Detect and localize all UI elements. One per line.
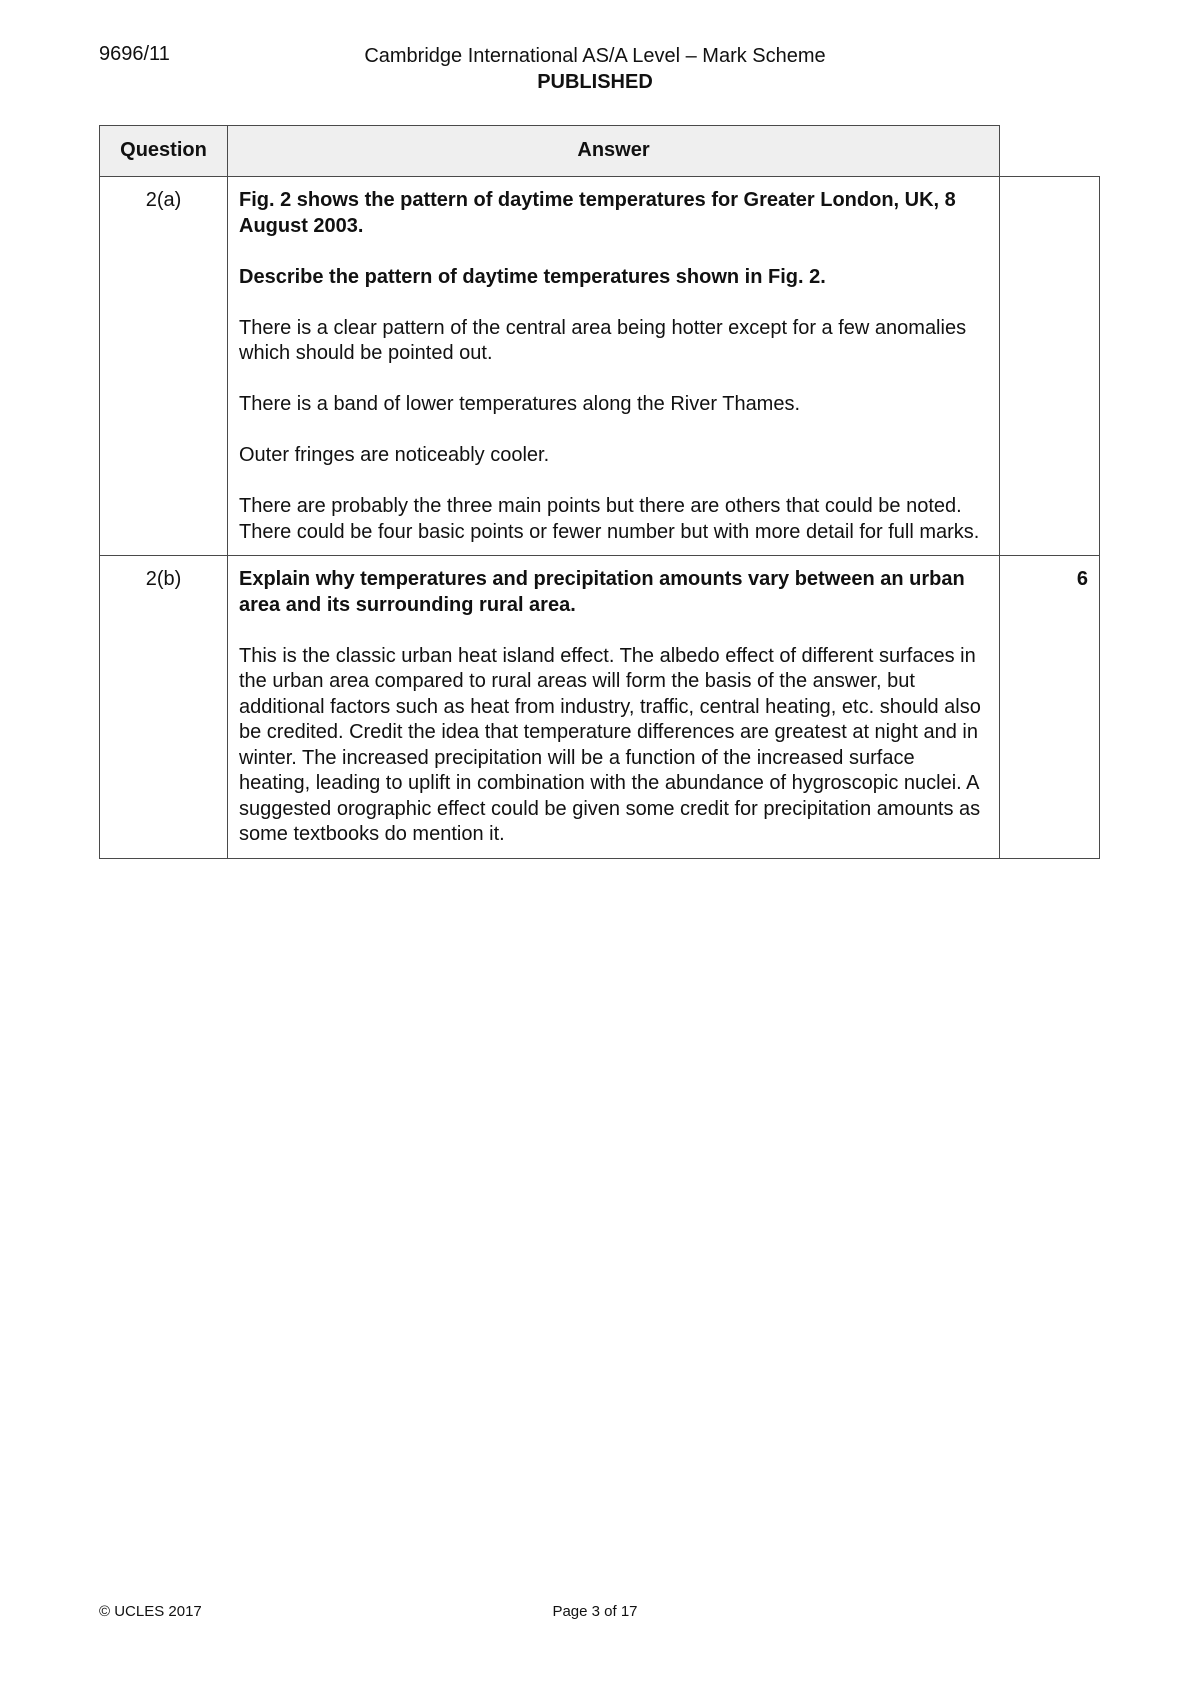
column-header-question: Question	[100, 126, 228, 177]
answer-paragraph: There is a band of lower temperatures along the River Thames.	[239, 393, 801, 415]
answer-cell	[228, 556, 1000, 859]
marks-cell: 6	[1000, 556, 1100, 859]
document-subtitle: PUBLISHED	[537, 71, 653, 93]
question-number: 2(b)	[100, 556, 228, 859]
question-prompt: Fig. 2 shows the pattern of daytime temperatures for Greater London, UK, 8 August 2003.	[239, 189, 956, 237]
question-number: 2(a)	[100, 177, 228, 556]
table-row	[100, 177, 1100, 556]
answer-paragraph: There are probably the three main points but there are others that could be noted. There could be four basic points or fewer number but with more detail for full marks.	[239, 495, 980, 543]
answer-paragraph: Outer fringes are noticeably cooler.	[239, 444, 550, 466]
document-header	[0, 43, 1190, 95]
answer-cell	[228, 177, 1000, 556]
column-header-marks	[1000, 126, 1100, 177]
answer-paragraph: There is a clear pattern of the central area being hotter except for a few anomalies which should be pointed out.	[239, 316, 967, 364]
page-number: Page 3 of 17	[552, 1603, 638, 1620]
mark-scheme-table	[99, 125, 1100, 859]
table-row	[100, 556, 1100, 859]
answer-paragraph: This is the classic urban heat island effect. The albedo effect of different surfaces in the urban area compared to rural areas will form the basis of the answer, but additional factors such as heat from industry, traffic, central heating, etc. should also be credited. Credit the idea that temperature differences are greatest at night and in winter. The increased precipitation will be a function of the increased surface heating, leading to uplift in combination with the abundance of hygroscopic nuclei. A suggested orographic effect could be given some credit for precipitation amounts as some textbooks do mention it.	[239, 644, 981, 845]
column-header-answer: Answer	[228, 126, 1000, 177]
document-title: Cambridge International AS/A Level – Mark Scheme	[364, 45, 826, 67]
question-prompt: Describe the pattern of daytime temperatures shown in Fig. 2.	[239, 265, 826, 288]
copyright: © UCLES 2017	[99, 1603, 202, 1620]
table-header-row	[100, 126, 1100, 177]
marks-cell	[1000, 177, 1100, 556]
question-prompt: Explain why temperatures and precipitation amounts vary between an urban area and its surrounding rural area.	[239, 568, 965, 616]
paper-code: 9696/11	[99, 43, 170, 65]
